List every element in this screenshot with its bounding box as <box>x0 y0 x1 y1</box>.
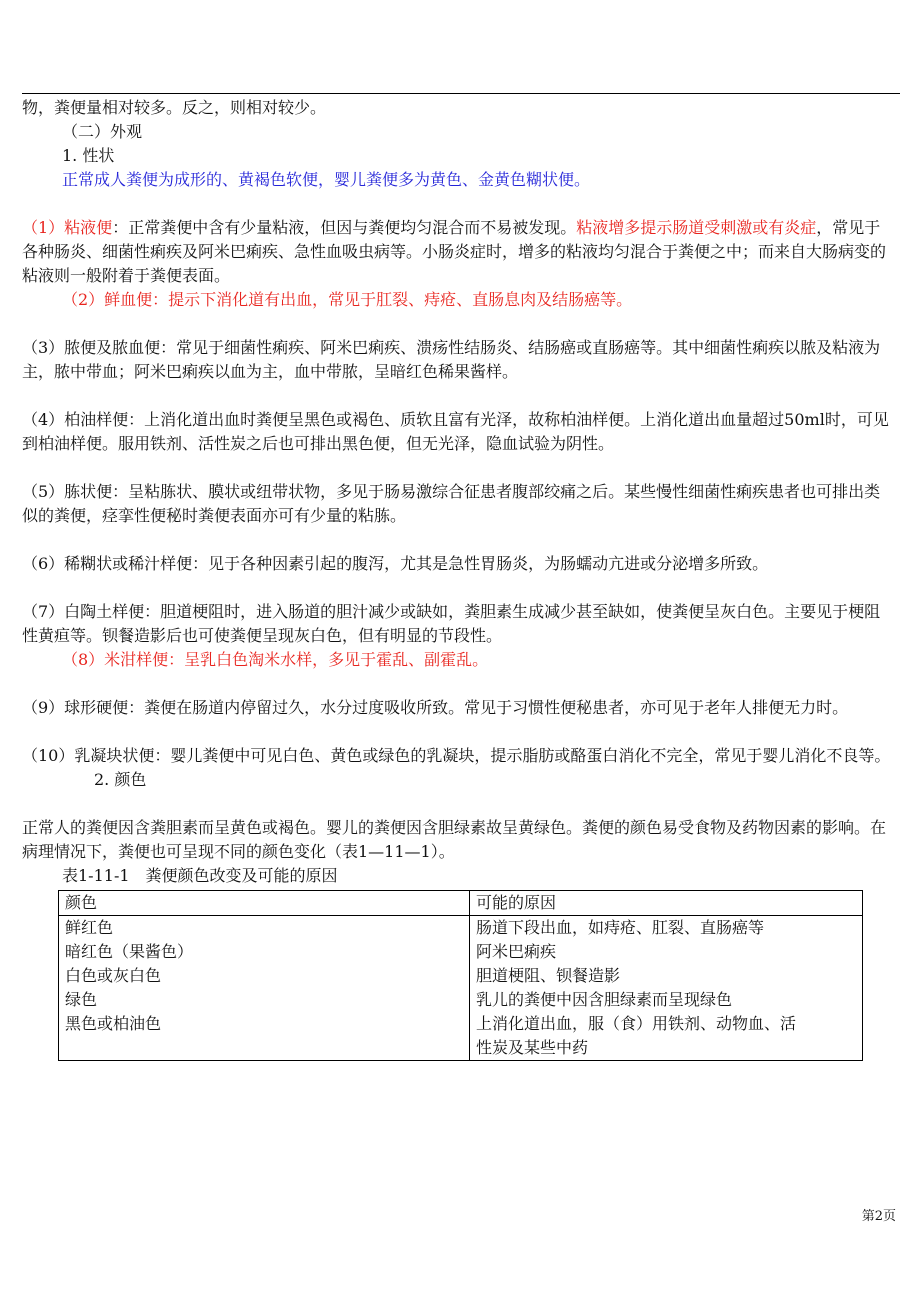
cause-entry: 上消化道出血，服（食）用铁剂、动物血、活 <box>476 1014 797 1033</box>
header-rule <box>22 93 900 94</box>
page-number: 第2页 <box>861 1209 896 1224</box>
color-entry: 绿色 <box>65 990 98 1009</box>
item1-text-a: ：正常粪便中含有少量粘液，但因与粪便均匀混合而不易被发现。 <box>112 218 577 237</box>
table-caption: 表1-11-1 粪便颜色改变及可能的原因 <box>62 866 338 885</box>
section-shape: 1. 性状 <box>62 146 115 165</box>
item-fresh-blood-stool: （2）鲜血便：提示下消化道有出血，常见于肛裂、痔疮、直肠息肉及结肠癌等。 <box>62 290 633 309</box>
item-rice-water-stool: （8）米泔样便：呈乳白色淘米水样，多见于霍乱、副霍乱。 <box>62 650 489 669</box>
item-jelly-stool: （5）胨状便：呈粘胨状、膜状或纽带状物，多见于肠易激综合征患者腹部绞痛之后。某些慢性细菌性痢疾患者也可排出类似的粪便，痉挛性便秘时粪便表面亦可有少量的粘胨。 <box>22 482 881 525</box>
document-body <box>22 96 894 1061</box>
color-entry: 黑色或柏油色 <box>65 1014 162 1033</box>
color-cause-table <box>58 890 863 1061</box>
cause-entry: 性炭及某些中药 <box>476 1038 589 1057</box>
item-pus-stool: （3）脓便及脓血便：常见于细菌性痢疾、阿米巴痢疾、溃疡性结肠炎、结肠癌或直肠癌等。其中细菌性痢疾以脓及粘液为主，脓中带血；阿米巴痢疾以血为主，血中带脓，呈暗红色稀果酱样。 <box>22 338 881 381</box>
cause-entry: 肠道下段出血，如痔疮、肛裂、直肠癌等 <box>476 918 765 937</box>
section-color: 2. 颜色 <box>94 770 147 789</box>
table-cell-colors <box>59 916 470 1061</box>
normal-description: 正常成人粪便为成形的、黄褐色软便，婴儿粪便多为黄色、金黄色糊状便。 <box>62 170 591 189</box>
table-header-color: 颜色 <box>59 891 470 916</box>
item1-text-b: ，常见于各种肠炎、细菌性痢疾及阿米巴痢疾、急性血吸虫病等。小肠炎症时，增多的粘液均匀混合于粪便之中；而来自大肠病变的粘液则一般附着于粪便表面。 <box>22 218 887 285</box>
item-mucus-stool <box>22 216 894 288</box>
table-header-cause: 可能的原因 <box>470 891 863 916</box>
item-watery-stool: （6）稀糊状或稀汁样便：见于各种因素引起的腹泻，尤其是急性胃肠炎，为肠蠕动亢进或分泌增多所致。 <box>22 554 769 573</box>
color-paragraph: 正常人的粪便因含粪胆素而呈黄色或褐色。婴儿的粪便因含胆绿素故呈黄绿色。粪便的颜色易受食物及药物因素的影响。在病理情况下，粪便也可呈现不同的颜色变化（表1—11—1）。 <box>22 818 887 861</box>
section-appearance: （二）外观 <box>62 122 143 141</box>
table-row <box>59 916 863 1061</box>
color-entry: 鲜红色 <box>65 918 114 937</box>
item1-title: （1）粘液便 <box>22 218 113 237</box>
lead-line: 物，粪便量相对较多。反之，则相对较少。 <box>22 98 327 117</box>
table-cell-causes <box>470 916 863 1061</box>
item-hard-stool: （9）球形硬便：粪便在肠道内停留过久，水分过度吸收所致。常见于习惯性便秘患者，亦可见于老年人排便无力时。 <box>22 698 849 717</box>
item-curd-stool: （10）乳凝块状便：婴儿粪便中可见白色、黄色或绿色的乳凝块，提示脂肪或酪蛋白消化不完全，常见于婴儿消化不良等。 <box>22 746 891 765</box>
item1-highlight: 粘液增多提示肠道受刺激或有炎症 <box>576 218 817 237</box>
table-header-row <box>59 891 863 916</box>
item-tarry-stool: （4）柏油样便：上消化道出血时粪便呈黑色或褐色、质软且富有光泽，故称柏油样便。上消化道出血量超过50ml时，可见到柏油样便。服用铁剂、活性炭之后也可排出黑色便，但无光泽，隐血试验为阴性。 <box>22 410 889 453</box>
item-clay-stool: （7）白陶土样便：胆道梗阻时，进入肠道的胆汁减少或缺如，粪胆素生成减少甚至缺如，使粪便呈灰白色。主要见于梗阻性黄疸等。钡餐造影后也可使粪便呈现灰白色，但有明显的节段性。 <box>22 602 881 645</box>
cause-entry: 阿米巴痢疾 <box>476 942 557 961</box>
color-entry: 暗红色（果酱色） <box>65 942 194 961</box>
cause-entry: 乳儿的粪便中因含胆绿素而呈现绿色 <box>476 990 733 1009</box>
cause-entry: 胆道梗阻、钡餐造影 <box>476 966 621 985</box>
color-entry: 白色或灰白色 <box>65 966 162 985</box>
